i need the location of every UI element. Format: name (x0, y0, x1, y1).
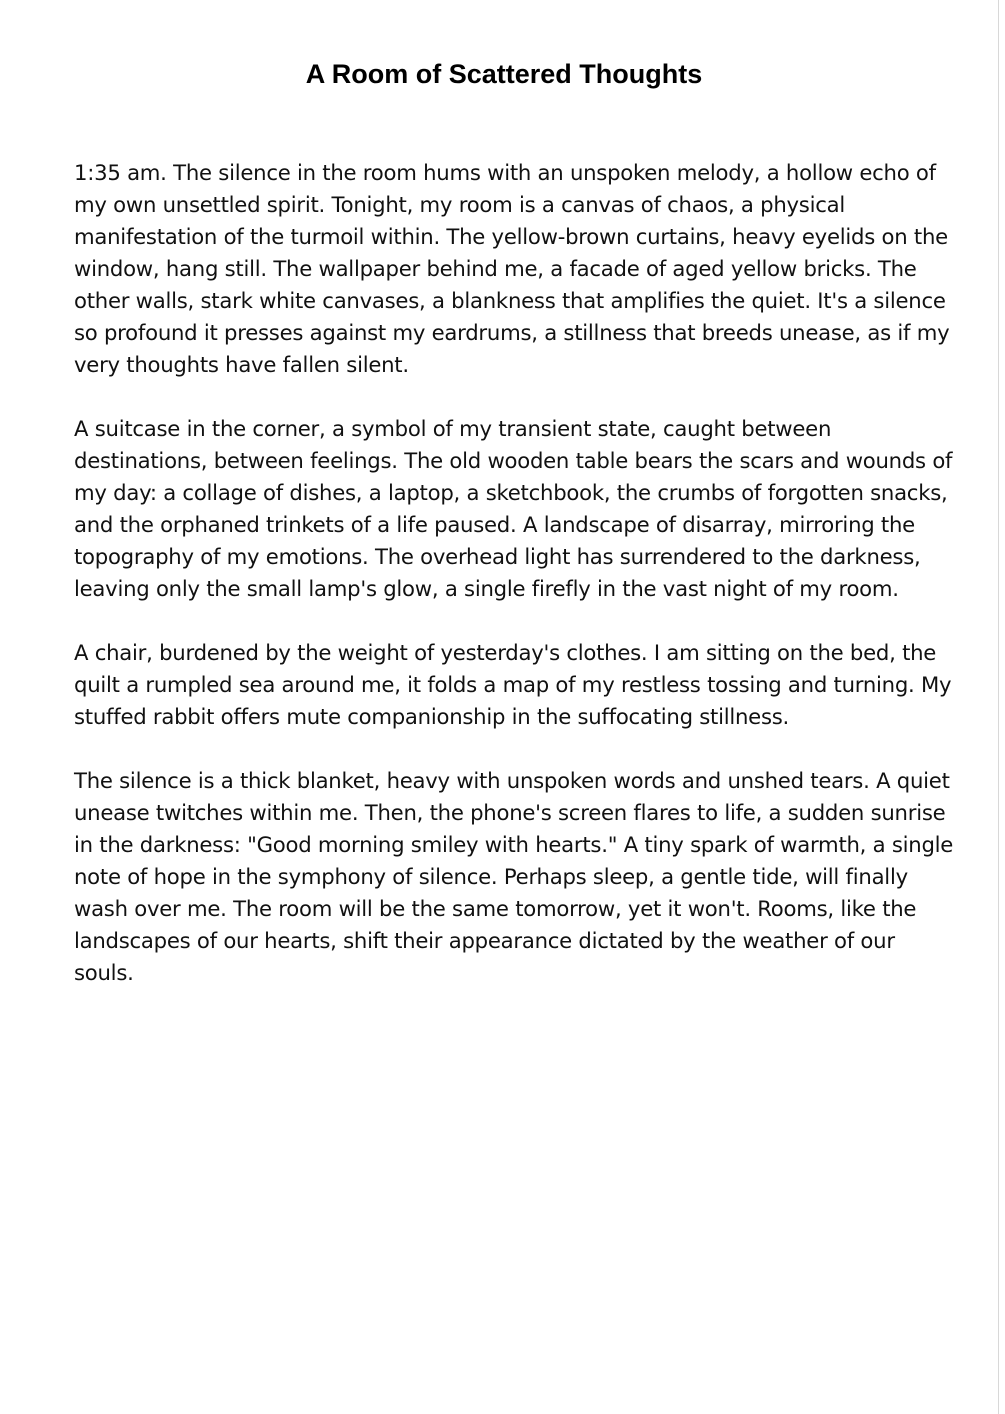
paragraph-3: A chair, burdened by the weight of yesterday's clothes. I am sitting on the bed, the quilt a rumpled sea around me, it folds a map of my restless tossing and turning. My stuffed rabbit offers mute companionship in the suffocating stillness. (74, 640, 952, 729)
paragraph-2: A suitcase in the corner, a symbol of my transient state, caught between destinations, between feelings. The old wooden table bears the scars and wounds of my day: a collage of dishes, a laptop, a sketchbook, the crumbs of forgotten snacks, and the orphaned trinkets of a life paused. A landscape of disarray, mirroring the topography of my emotions. The overhead light has surrendered to the darkness, leaving only the small lamp's glow, a single firefly in the vast night of my room. (74, 416, 953, 601)
document-title: A Room of Scattered Thoughts (305, 59, 703, 89)
paragraph-1: 1:35 am. The silence in the room hums with an unspoken melody, a hollow echo of my own unsettled spirit. Tonight, my room is a canvas of chaos, a physical manifestation of the turmoil within. The yellow-brown curtains, heavy eyelids on the window, hang still. The wallpaper behind me, a facade of aged yellow bricks. The other walls, stark white canvases, a blankness that amplifies the quiet. It's a silence so profound it presses against my eardrums, a stillness that breeds unease, as if my very thoughts have fallen silent. (74, 160, 950, 377)
paragraph-4: The silence is a thick blanket, heavy with unspoken words and unshed tears. A quiet unease twitches within me. Then, the phone's screen flares to life, a sudden sunrise in the darkness: "Good morning smiley with hearts." A tiny spark of warmth, a single note of hope in the symphony of silence. Perhaps sleep, a gentle tide, will finally wash over me. The room will be the same tomorrow, yet it won't. Rooms, like the landscapes of our hearts, shift their appearance dictated by the weather of our souls. (74, 768, 954, 985)
document-body (74, 157, 954, 1021)
